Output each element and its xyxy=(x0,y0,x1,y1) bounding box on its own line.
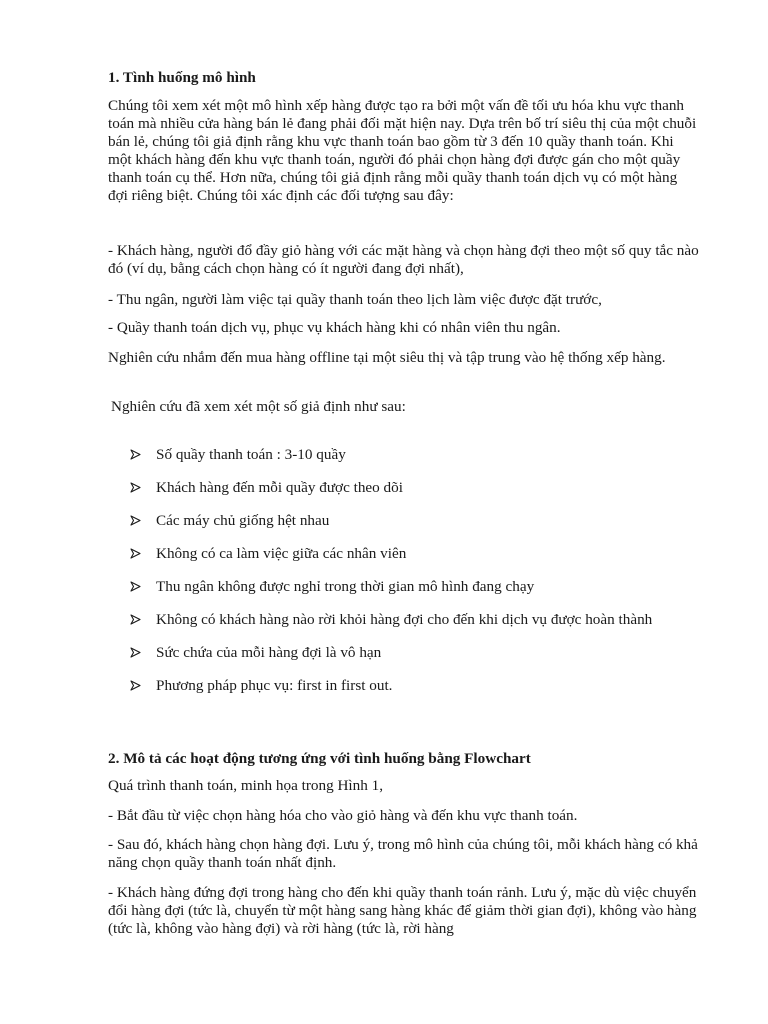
assumption-text: Khách hàng đến mỗi quầy được theo dõi xyxy=(156,479,403,496)
list-item xyxy=(130,438,690,471)
section-2-paragraph-4: - Khách hàng đứng đợi trong hàng cho đến khi quầy thanh toán rảnh. Lưu ý, mặc dù việc chuyển đổi hàng đợi (tức là, chuyển từ một hàng sang hàng khác để giảm thời gian đợi), không vào hàng (tức là, không vào hàng đợi) và rời hàng (tức là, rời hàng xyxy=(108,884,697,937)
section-2-heading: 2. Mô tả các hoạt động tương ứng với tình huống bằng Flowchart xyxy=(108,750,531,767)
assumption-text: Phương pháp phục vụ: first in first out. xyxy=(156,677,393,694)
section-2-paragraph-2: - Bắt đầu từ việc chọn hàng hóa cho vào giỏ hàng và đến khu vực thanh toán. xyxy=(108,807,578,824)
list-item xyxy=(130,570,690,603)
list-item xyxy=(130,636,690,669)
section-1-intro-paragraph: Chúng tôi xem xét một mô hình xếp hàng được tạo ra bởi một vấn đề tối ưu hóa khu vực thanh toán mà nhiều cửa hàng bán lẻ đang phải đối mặt hiện nay. Dựa trên bố trí siêu thị của một chuỗi bán lẻ, chúng tôi giả định rằng khu vực thanh toán bao gồm từ 3 đến 10 quầy thanh toán. Khi một khách hàng đến khu vực thanh toán, người đó phải chọn hàng đợi được gán cho một quầy thanh toán cụ thể. Hơn nữa, chúng tôi giả định rằng mỗi quầy thanh toán dịch vụ có một hàng đợi riêng biệt. Chúng tôi xác định các đối tượng sau đây: xyxy=(108,97,697,204)
assumption-text: Các máy chủ giống hệt nhau xyxy=(156,512,330,529)
arrow-bullet-icon xyxy=(130,537,144,570)
definition-cashier: - Thu ngân, người làm việc tại quầy thanh toán theo lịch làm việc được đặt trước, xyxy=(108,291,602,308)
section-1-heading: 1. Tình huống mô hình xyxy=(108,69,256,86)
assumption-text: Thu ngân không được nghỉ trong thời gian mô hình đang chạy xyxy=(156,578,535,595)
definition-checkout-counter: - Quầy thanh toán dịch vụ, phục vụ khách hàng khi có nhân viên thu ngân. xyxy=(108,319,561,336)
arrow-bullet-icon xyxy=(130,669,144,702)
list-item xyxy=(130,603,690,636)
list-item xyxy=(130,471,690,504)
arrow-bullet-icon xyxy=(130,471,144,504)
assumption-text: Sức chứa của mỗi hàng đợi là vô hạn xyxy=(156,644,382,661)
arrow-bullet-icon xyxy=(130,504,144,537)
assumption-text: Không có khách hàng nào rời khỏi hàng đợi cho đến khi dịch vụ được hoàn thành xyxy=(156,611,653,628)
definition-customer: - Khách hàng, người đổ đầy giỏ hàng với các mặt hàng và chọn hàng đợi theo một số quy tắc nào đó (ví dụ, bằng cách chọn hàng có ít người đang đợi nhất), xyxy=(108,242,699,277)
arrow-bullet-icon xyxy=(130,636,144,669)
section-2-paragraph-1: Quá trình thanh toán, minh họa trong Hình 1, xyxy=(108,777,384,794)
study-scope-paragraph: Nghiên cứu nhắm đến mua hàng offline tại một siêu thị và tập trung vào hệ thống xếp hàng. xyxy=(108,349,666,366)
arrow-bullet-icon xyxy=(130,603,144,636)
assumption-text: Không có ca làm việc giữa các nhân viên xyxy=(156,545,407,562)
list-item xyxy=(130,537,690,570)
arrow-bullet-icon xyxy=(130,438,144,471)
arrow-bullet-icon xyxy=(130,570,144,603)
assumptions-list xyxy=(130,438,690,702)
list-item xyxy=(130,504,690,537)
assumption-text: Số quầy thanh toán : 3-10 quầy xyxy=(156,446,346,463)
assumptions-intro: Nghiên cứu đã xem xét một số giả định như sau: xyxy=(111,398,406,415)
list-item xyxy=(130,669,690,702)
section-2-paragraph-3: - Sau đó, khách hàng chọn hàng đợi. Lưu ý, trong mô hình của chúng tôi, mỗi khách hàng có khả năng chọn quầy thanh toán nhất định. xyxy=(108,836,698,871)
